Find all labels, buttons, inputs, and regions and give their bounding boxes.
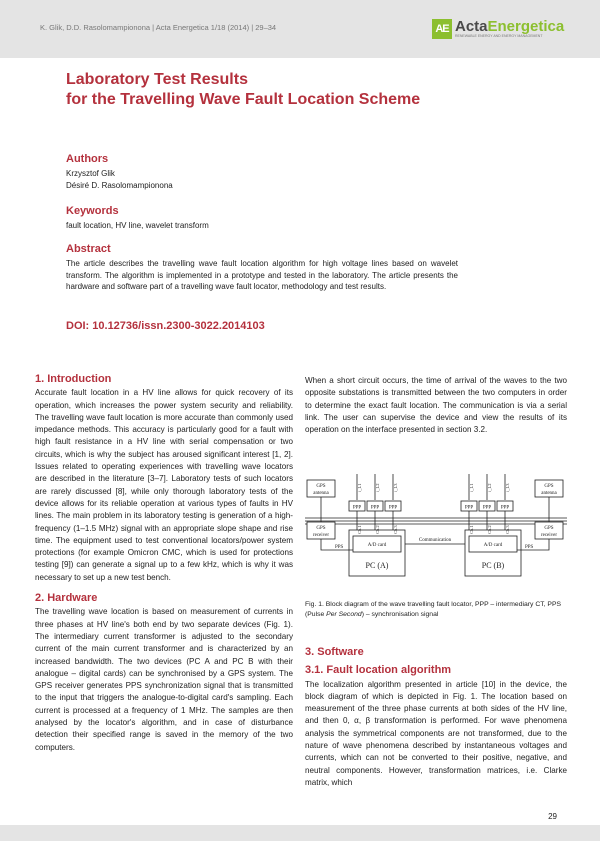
footer-band xyxy=(0,825,600,841)
channel-label: Ch.1 xyxy=(469,525,474,534)
phase-current-label: i_L3 xyxy=(393,483,398,492)
pc-b-label: PC (B) xyxy=(481,561,505,570)
pps-label-b: PPS xyxy=(525,545,534,550)
ppp-label: PPP xyxy=(388,505,398,511)
author-name-1: Krzysztof Glik xyxy=(66,169,115,178)
ppp-label: PPP xyxy=(464,505,474,511)
gps-receiver-label-b: GPS xyxy=(544,526,554,531)
channel-label: Ch.3 xyxy=(505,525,510,534)
pc-a-label: PC (A) xyxy=(365,561,389,570)
receiver-label-b: receiver xyxy=(540,533,558,538)
channel-label: Ch.1 xyxy=(357,525,362,534)
journal-logo xyxy=(432,18,564,40)
antenna-label-a: antenna xyxy=(313,491,329,496)
authors-heading: Authors xyxy=(66,153,109,165)
running-head: K. Glik, D.D. Rasolomampionona | Acta Energetica 1/18 (2014) | 29–34 xyxy=(40,23,277,32)
title-line-1: Laboratory Test Results xyxy=(66,71,248,88)
ppp-label: PPP xyxy=(482,505,492,511)
logo-acta: Acta xyxy=(455,17,488,35)
phase-current-label: i_L1 xyxy=(469,483,474,492)
block-diagram xyxy=(305,470,567,598)
logo-wordmark xyxy=(455,17,565,39)
keywords-heading: Keywords xyxy=(66,205,119,217)
caption-italic: Per Second xyxy=(326,611,362,618)
ad-card-label-a: A/D card xyxy=(367,543,387,548)
right-column-software xyxy=(305,646,567,789)
gps-receiver-label-a: GPS xyxy=(316,526,326,531)
phase-current-label: i_L2 xyxy=(375,483,380,492)
caption-pre: Fig. 1. Block diagram of the wave travelling fault locator, PPP – intermediary CT, PPS (Pulse xyxy=(305,601,562,618)
intro-heading: 1. Introduction xyxy=(35,373,112,385)
phase-current-label: i_L3 xyxy=(505,483,510,492)
left-column xyxy=(35,373,293,754)
doi-link[interactable]: DOI: 10.12736/issn.2300-3022.2014103 xyxy=(66,320,265,332)
phase-current-label: i_L1 xyxy=(357,483,362,492)
title-line-2: for the Travelling Wave Fault Location Scheme xyxy=(66,91,421,108)
ppp-label: PPP xyxy=(352,505,362,511)
software-text: The localization algorithm presented in article [10] in the device, the block diagram of which is depicted in Fig. 1. The location based on measurement of the three phase currents at both sides of the HV line, and then 0, α, β transformation is performed. For wave phenomena analysis the symmetrical components are not transformed, due to the nature of wave phenomena described by instantaneous voltages and currents, which can not be converted to their positive, negative, and neutral components. However, transformation matrices, i.e. Clarke matrix, which xyxy=(305,679,567,787)
logo-subtitle: RENEWABLE ENERGY AND ENERGY MANAGEMENT xyxy=(455,33,543,38)
logo-mark: AE xyxy=(432,19,452,39)
hardware-text: The travelling wave location is based on measurement of currents in three phases at HV line's both end by two separate devices (Fig. 1). The intermediary current transformer is adjusted to the secondary current of the main current transformer and is characterized by an increased bandwidth. The two devices (PC A and PC B with their analogue – digital cards) can be synchronised by a GPS system. The GPS receiver generates PPS synchronization signal that is transmitted to the input that triggers the analogue-to-digital card's sampling. Each current is processed at a frequency of 1 MHz. The samples are then analysed by the locator's algorithm, and in case of disturbance detection their specified range is saved in the memory of the two computers. xyxy=(35,607,293,752)
pps-label-a: PPS xyxy=(335,545,344,550)
page-number: 29 xyxy=(548,812,557,821)
antenna-label-b: antenna xyxy=(541,491,557,496)
figure-caption xyxy=(305,600,567,620)
communication-label: Communication xyxy=(418,538,452,543)
ppp-label: PPP xyxy=(500,505,510,511)
keywords-text: fault location, HV line, wavelet transform xyxy=(66,221,209,230)
intro-continued-text: When a short circuit occurs, the time of arrival of the waves to the two opposite substations is transmitted between the two computers in order to determine the exact fault location. The communication is via a serial link. The user can supervise the device and view the results of its operation on the interface presented in section 3.2. xyxy=(305,376,567,435)
logo-energetica: Energetica xyxy=(487,17,565,35)
receiver-label-a: receiver xyxy=(312,533,330,538)
hardware-heading: 2. Hardware xyxy=(35,592,98,605)
software-heading: 3. Software xyxy=(305,646,364,658)
fault-location-heading: 3.1. Fault location algorithm xyxy=(305,664,452,677)
ad-card-label-b: A/D card xyxy=(483,543,503,548)
abstract-heading: Abstract xyxy=(66,243,111,255)
gps-antenna-label-b: GPS xyxy=(544,484,554,489)
channel-label: Ch.2 xyxy=(375,525,380,534)
abstract-text: The article describes the travelling wave fault location algorithm for high voltage lines based on wavelet transform. The algorithm is implemented in a prototype and tested in the laboratory. The article presents the hardware and software part of a travelling wave fault locator, methodology and test results. xyxy=(66,259,458,291)
channel-label: Ch.2 xyxy=(487,525,492,534)
article-title xyxy=(66,70,546,110)
ppp-label: PPP xyxy=(370,505,380,511)
caption-post: ) – synchronisation signal xyxy=(361,611,439,618)
author-name-2: Désiré D. Rasolomampionona xyxy=(66,181,173,190)
intro-text: Accurate fault location in a HV line allows for quick recovery of its operation, which increases the power system security and reliability. The travelling wave fault location is more accurate than commonly used impedance methods. This accuracy is particularly good for a fault with high fault resistance in a HV line with serial compensation or two circuits, which is why the subject has aroused significant interest [1, 2]. Issues related to operating experiences with travelling wave locators are described in the literature [3–7]. Laboratory tests of such locators are rarely discussed [8], while only thorough laboratory tests of the device allows for its reliable operation at various types of faults in HV lines. The main problem in its laboratory testing is generation of a high-frequency (1–1.5 MHz) signal with an appropriate slope shape and rise time. The equipment used to test conventional locators/power system protections (for example Omicron CMC, which is used for protections testing [9]) can generate a signal up to a few kHz, which is why it was necessary to set up a new test bench. xyxy=(35,388,293,582)
phase-current-label: i_L2 xyxy=(487,483,492,492)
channel-label: Ch.3 xyxy=(393,525,398,534)
gps-antenna-label-a: GPS xyxy=(316,484,326,489)
